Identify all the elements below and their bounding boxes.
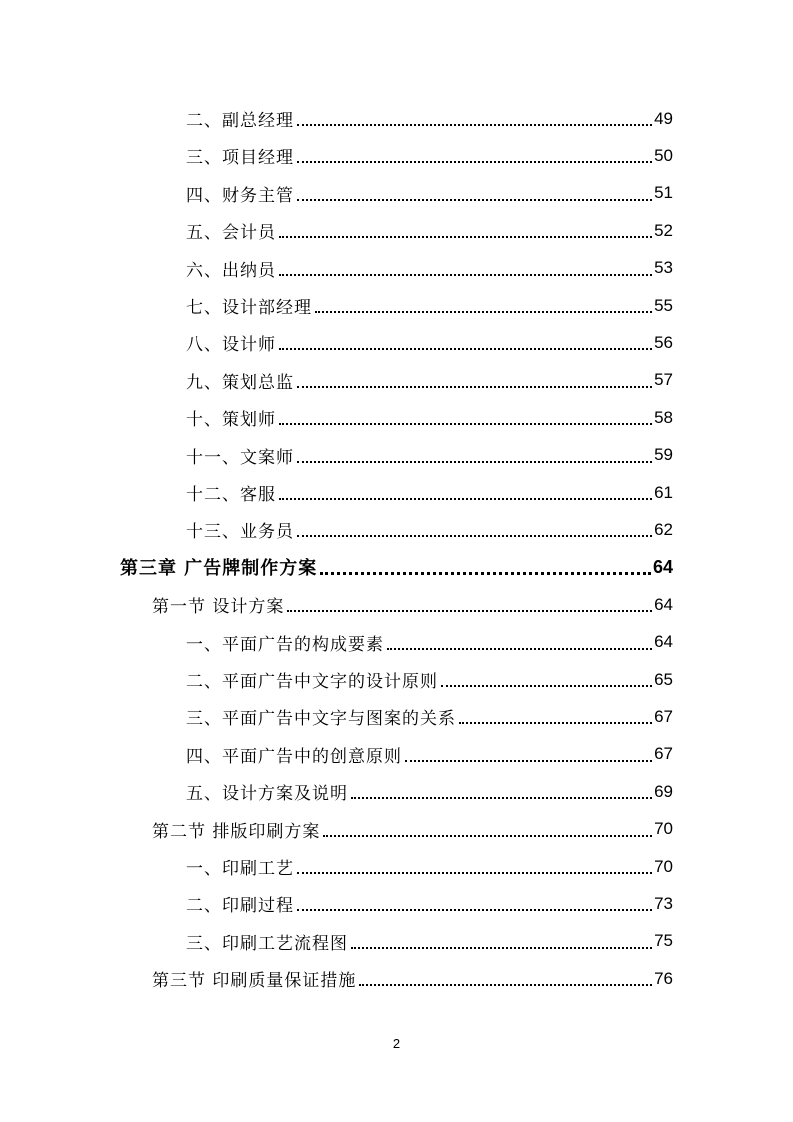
toc-entry-label: 二、平面广告中文字的设计原则 — [186, 672, 438, 692]
toc-entry-page: 61 — [654, 482, 673, 502]
toc-entry-item[interactable] — [186, 885, 673, 922]
toc-entry-item[interactable] — [186, 437, 673, 474]
toc-leader-dots — [405, 759, 652, 762]
toc-entry-page: 50 — [654, 145, 673, 165]
toc-entry-section[interactable] — [152, 811, 673, 848]
toc-leader-dots — [297, 123, 652, 126]
toc-entry-page: 49 — [654, 108, 673, 128]
toc-entry-label: 二、印刷过程 — [186, 896, 294, 917]
toc-entry-item[interactable] — [186, 399, 673, 436]
toc-leader-dots — [359, 983, 652, 986]
toc-leader-dots — [279, 347, 652, 350]
toc-entry-label: 第三章 广告牌制作方案 — [120, 558, 318, 580]
toc-leader-dots — [351, 796, 652, 799]
toc-entry-label: 一、印刷工艺 — [186, 859, 294, 879]
toc-entry-page: 67 — [654, 706, 673, 726]
toc-leader-dots — [297, 534, 652, 537]
toc-leader-dots — [323, 834, 652, 837]
toc-leader-dots — [441, 684, 652, 687]
toc-leader-dots — [297, 871, 652, 874]
toc-entry-page: 57 — [654, 370, 673, 390]
toc-entry-item[interactable] — [186, 736, 673, 773]
toc-entry-item[interactable] — [186, 511, 673, 548]
toc-entry-label: 四、财务主管 — [186, 185, 294, 206]
toc-entry-page: 64 — [654, 632, 673, 652]
toc-leader-dots — [387, 647, 652, 650]
toc-entry-label: 五、会计员 — [186, 223, 276, 244]
toc-entry-page: 69 — [654, 781, 673, 801]
toc-entry-label: 七、设计部经理 — [186, 298, 312, 318]
toc-leader-dots — [351, 946, 652, 949]
toc-entry-item[interactable] — [186, 362, 673, 399]
toc-entry-page: 51 — [654, 183, 673, 203]
toc-entry-label: 四、平面广告中的创意原则 — [186, 746, 402, 767]
toc-leader-dots — [297, 385, 652, 388]
toc-entry-page: 70 — [654, 856, 673, 876]
toc-entry-item[interactable] — [186, 624, 673, 661]
page-number: 2 — [392, 1036, 401, 1051]
toc-entry-item[interactable] — [186, 923, 673, 960]
toc-entry-page: 75 — [654, 931, 673, 951]
toc-entry-item[interactable] — [186, 137, 673, 174]
toc-entry-item[interactable] — [186, 100, 673, 137]
toc-entry-page: 67 — [654, 744, 673, 764]
toc-entry-label: 第三节 印刷质量保证措施 — [152, 971, 357, 992]
toc-entry-page: 52 — [654, 220, 673, 240]
toc-entry-section[interactable] — [152, 586, 673, 623]
toc-entry-item[interactable] — [186, 324, 673, 361]
toc-entry-page: 70 — [654, 819, 673, 839]
toc-leader-dots — [459, 721, 652, 724]
toc-entry-page: 62 — [654, 519, 673, 539]
toc-entry-label: 十二、客服 — [186, 485, 276, 505]
toc-entry-page: 64 — [652, 556, 673, 577]
toc-entry-label: 八、设计师 — [186, 335, 276, 356]
toc-entry-page: 56 — [654, 332, 673, 352]
toc-entry-item[interactable] — [186, 212, 673, 249]
toc-leader-dots — [315, 310, 652, 313]
toc-entry-label: 十一、文案师 — [186, 447, 294, 468]
toc-entry-label: 六、出纳员 — [186, 260, 276, 281]
toc-entry-page: 59 — [654, 445, 673, 465]
toc-entry-label: 三、平面广告中文字与图案的关系 — [186, 709, 456, 730]
toc-entry-item[interactable] — [186, 250, 673, 287]
toc-leader-dots — [297, 908, 652, 911]
toc-entry-label: 十、策划师 — [186, 410, 276, 431]
toc-entry-page: 53 — [654, 258, 673, 278]
toc-entry-item[interactable] — [186, 474, 673, 511]
toc-entry-label: 三、项目经理 — [186, 148, 294, 169]
toc-leader-dots — [279, 422, 652, 425]
toc-entry-label: 十三、业务员 — [186, 522, 294, 543]
toc-entry-label: 五、设计方案及说明 — [186, 784, 348, 805]
toc-entry-item[interactable] — [186, 175, 673, 212]
toc-entry-section[interactable] — [152, 960, 673, 997]
toc-leader-dots — [279, 497, 652, 500]
toc-entry-item[interactable] — [186, 773, 673, 810]
toc-entry-label: 第一节 设计方案 — [152, 597, 285, 618]
toc-entry-label: 一、平面广告的构成要素 — [186, 634, 384, 655]
toc-entry-page: 65 — [654, 669, 673, 689]
toc-entry-item[interactable] — [186, 698, 673, 735]
toc-leader-dots — [297, 198, 652, 201]
toc-leader-dots — [279, 273, 652, 276]
toc-entry-label: 三、印刷工艺流程图 — [186, 933, 348, 954]
toc-entry-item[interactable] — [186, 287, 673, 324]
toc-entry-item[interactable] — [186, 661, 673, 698]
toc-entry-page: 73 — [654, 893, 673, 913]
toc-leader-dots — [320, 571, 651, 575]
toc-entry-page: 58 — [654, 407, 673, 427]
toc-entry-chapter[interactable] — [120, 549, 673, 586]
toc-entry-page: 76 — [654, 968, 673, 988]
toc-leader-dots — [279, 235, 652, 238]
toc-leader-dots — [287, 609, 652, 612]
toc-leader-dots — [297, 160, 652, 163]
toc-entry-page: 64 — [654, 594, 673, 614]
toc-entry-page: 55 — [654, 295, 673, 315]
toc-entry-label: 第二节 排版印刷方案 — [152, 821, 321, 842]
toc-entry-label: 二、副总经理 — [186, 111, 294, 131]
toc-entry-item[interactable] — [186, 848, 673, 885]
toc-entry-label: 九、策划总监 — [186, 372, 294, 393]
toc-leader-dots — [297, 460, 652, 463]
